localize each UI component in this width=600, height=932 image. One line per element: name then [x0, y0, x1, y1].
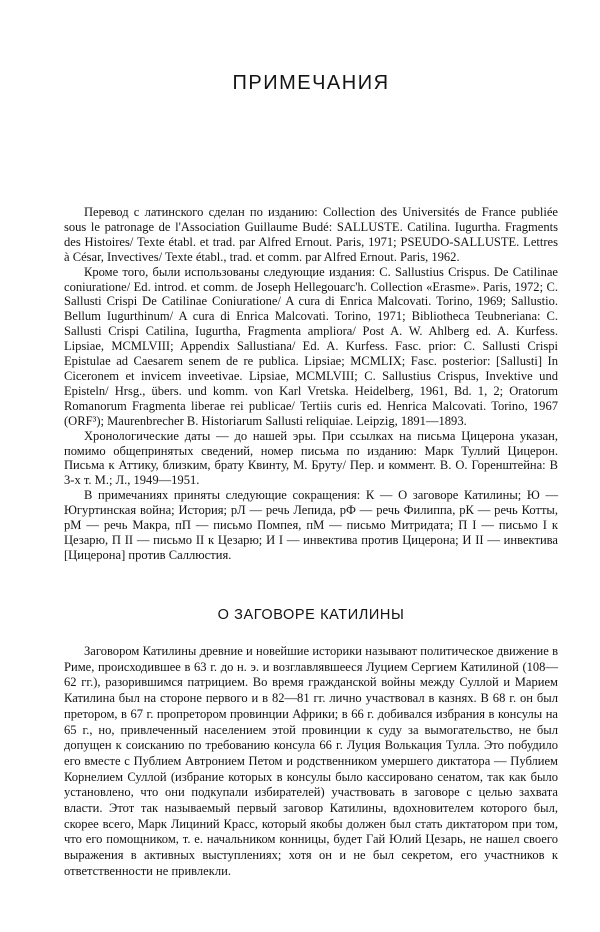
intro-notes [64, 205, 558, 563]
other-editions-paragraph: Кроме того, были использованы следующие издания: C. Sallustius Crispus. De Catilinae coniuratione/ Ed. introd. et comm. de Joseph Hellegouarc'h. Collection «Erasme». Paris, 1972; C. Sallusti Crispi De Catilinae Coniuratione/ A cura di Enrica Malcovati. Torino, 1969; Sallustio. Bellum Iugurthinum/ A cura di Enrica Malcovati. Torino, 1971; Bibliotheca Teubneriana: C. Sallusti Crispi Catilina, Iugurtha, Fragmenta ampliora/ Post A. W. Ahlberg ed. A. Kurfess. Lipsiae, MCMLVIII; Appendix Sallustiana/ Ed. A. Kurfess. Fasc. prior: C. Sallusti Crispi Epistulae ad Caesarem senem de re publica. Lipsiae; MCMLIX; Fasc. posterior: [Sallusti] In Ciceronem et invicem inveetivae. Lipsiae, MCMLVIII; C. Sallustius Crispus, Invektive und Episteln/ Hrsg., übers. und komm. von Karl Vretska. Heidelberg, 1961, Bd. 1, 2; Oratorum Romanorum Fragmenta liberae rei publicae/ Tertiis curis ed. Henrica Malcovati. Torino, 1967 (ORF³); Maurenbrecher B. Historiarum Sallusti reliquiae. Leipzig, 1891—1893. [64, 264, 558, 428]
page-title: ПРИМЕЧАНИЯ [232, 72, 390, 94]
abbreviations-paragraph: В примечаниях приняты следующие сокращения: К — О заговоре Катилины; Ю — Югуртинская война; История; рЛ — речь Лепида, рФ — речь Филиппа, рК — речь Котты, рМ — речь Макра, пП — письмо Помпея, пМ — письмо Митридата; П I — письмо I к Цезарю, П II — письмо II к Цезарю; И I — инвектива против Цицерона; И II — инвектива [Цицерона] против Саллюстия. [64, 488, 558, 562]
section-paragraph: Заговором Катилины древние и новейшие историки называют политическое движение в Риме, происходившее в 63 г. до н. э. и возглавлявшееся Луцием Сергием Катилиной (108—62 гг.), разорившимся патрицием. Во время гражданской войны между Суллой и Марием Катилина был на стороне первого и в 82—81 гг. лично участвовал в казнях. В 68 г. он был претором, в 67 г. пропретором провинции Африки; в 66 г. добивался избрания в консулы на 65 г., но, привлеченный населением этой провинции к суду за вымогательство, не был допущен к соисканию по требованию консула 66 г. Луция Волькация Тулла. Это побудило его вместе с Публием Автронием Петом и родственником умершего диктатора — Публием Корнелием Суллой (избрание которых в консулы было кассировано сенатом, так как было установлено, что они подкупали избирателей) участвовать в заговоре с целью захвата власти. Этот так называемый первый заговор Катилины, вдохновителем которого был, скорее всего, Марк Лициний Красс, который якобы должен был стать диктатором при том, что его помощником, т. е. начальником конницы, будет Гай Юлий Цезарь, не нашел своего выражения в активных выступлениях; хотя он и не был секретом, его участников к ответственности не привлекли. [64, 644, 558, 878]
section-body [64, 644, 558, 880]
chronology-paragraph: Хронологические даты — до нашей эры. При ссылках на письма Цицерона указан, помимо общепринятых сведений, номер письма по изданию: Марк Туллий Цицерон. Письма к Аттику, близким, брату Квинту, М. Бруту/ Пер. и коммент. В. О. Горенштейна: В 3-х т. М.; Л., 1949—1951. [64, 428, 558, 488]
section-heading: О ЗАГОВОРЕ КАТИЛИНЫ [217, 607, 405, 623]
edition-paragraph: Перевод с латинского сделан по изданию: Collection des Universités de France publiée sous le patronage de l'Association Guillaume Budé: SALLUSTE. Catilina. Iugurtha. Fragments des Histoires/ Texte établ. et trad. par Alfred Ernout. Paris, 1971; PSEUDO-SALLUSTE. Lettres à César, Invectives/ Texte établ., trad. et comm. par Alfred Ernout. Paris, 1962. [64, 205, 558, 264]
